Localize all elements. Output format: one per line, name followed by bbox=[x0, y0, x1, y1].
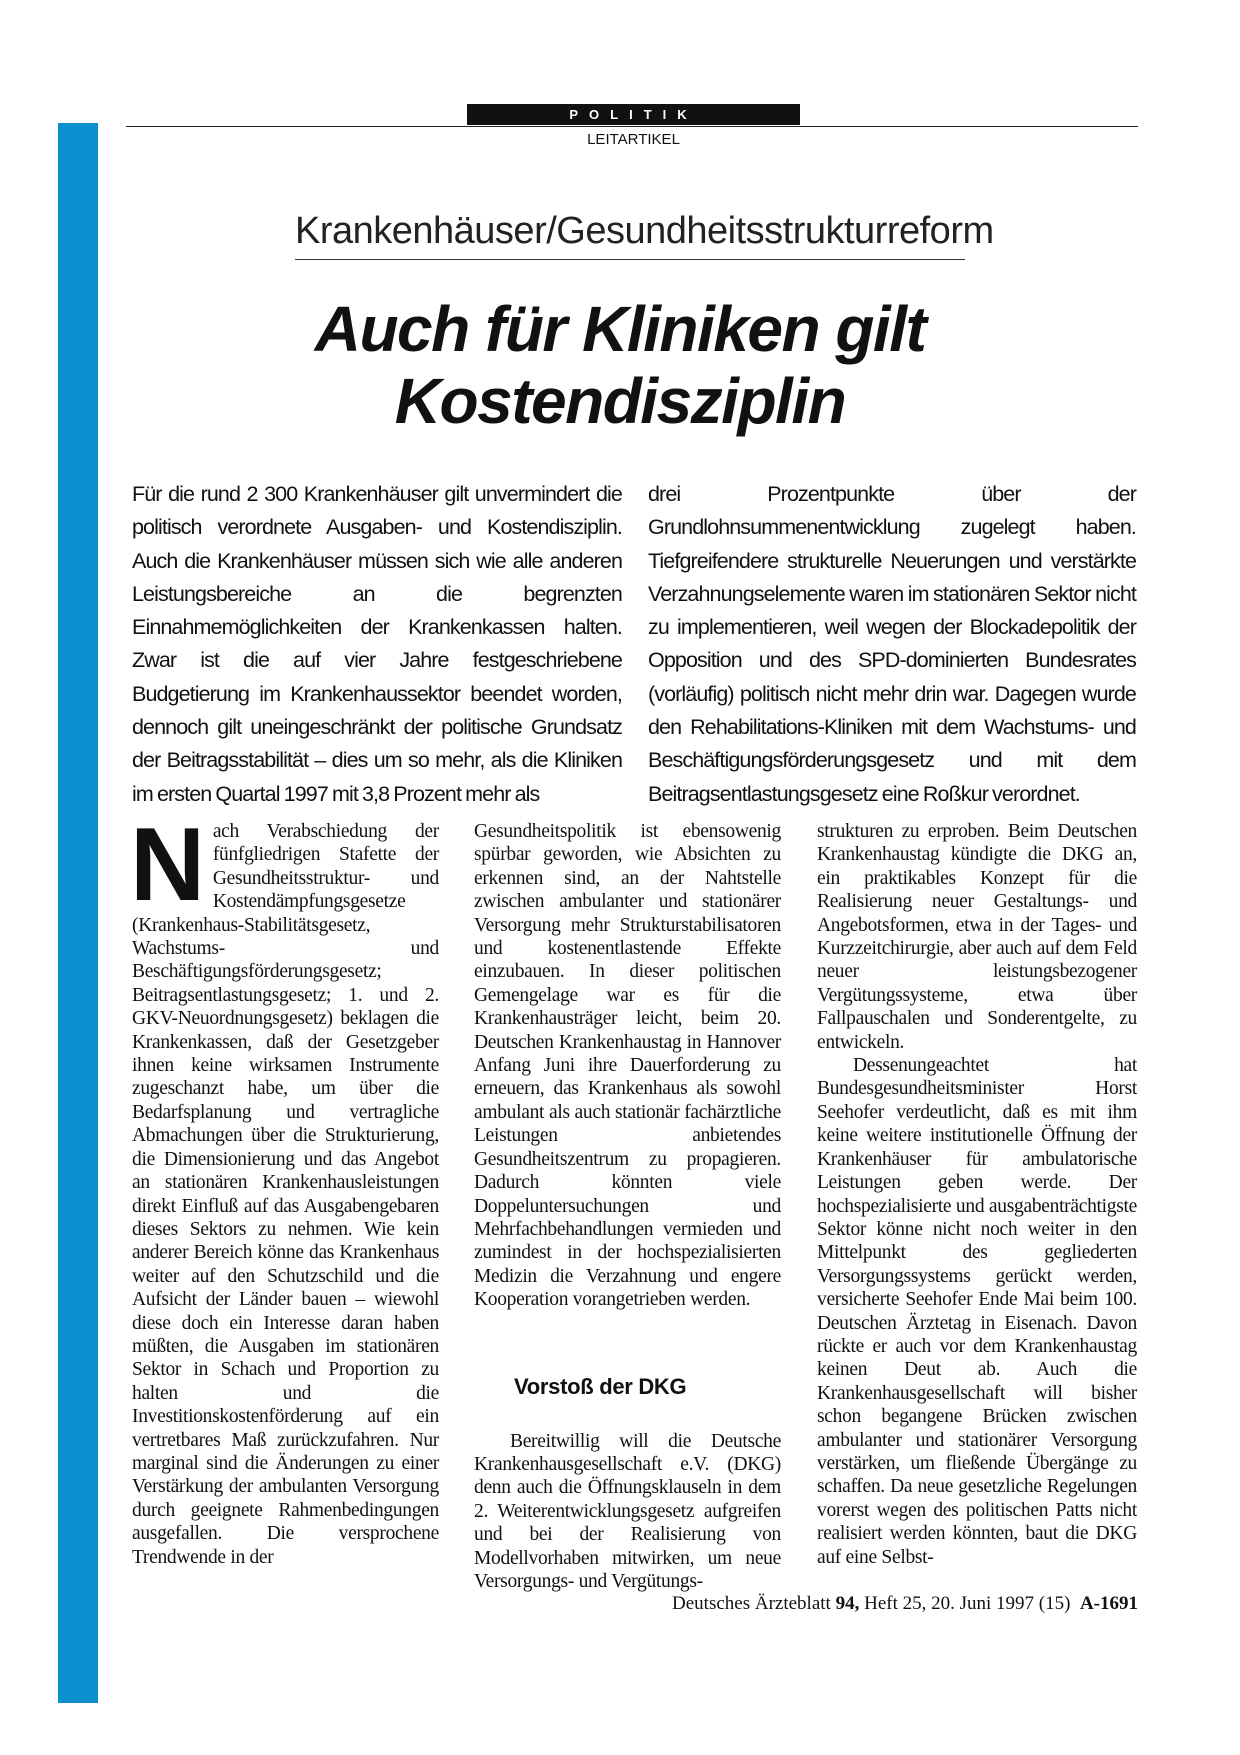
page-number: A-1691 bbox=[1079, 1593, 1138, 1614]
page-footer bbox=[672, 1593, 1138, 1615]
blue-margin-bar bbox=[58, 123, 98, 1703]
article-kicker: Krankenhäuser/Gesundheitsstrukturreform bbox=[295, 210, 965, 260]
section-label: POLITIK bbox=[467, 104, 800, 125]
subheading: Vorstoß der DKG bbox=[514, 1373, 687, 1399]
body-paragraph: strukturen zu erproben. Beim Deutschen Krankenhaustag kündigte die DKG an, ein praktikables Konzept für die Realisierung neuer Gestaltungs- und Angebotsformen, etwa in der Tages- und Kurzzeitchirurgie, aber auch auf dem Feld neuer leistungsbezogener Vergütungssysteme, etwa über Fallpauschalen und Sonderentgelte, zu entwickeln. bbox=[817, 821, 1137, 1053]
subsection-label: LEITARTIKEL bbox=[587, 131, 680, 148]
issue-info: Heft 25, 20. Juni 1997 (15) bbox=[864, 1593, 1071, 1614]
body-column-1 bbox=[130, 807, 439, 1569]
lead-paragraph-1: Für die rund 2 300 Krankenhäuser gilt unvermindert die politisch verordnete Ausgaben- und Kostendisziplin. Auch die Krankenhäuser müssen sich wie alle anderen Leistungsbereiche an die begrenzten Einnahmemöglichkeiten der Krankenkassen halten. Zwar ist die auf vier Jahre festgeschriebene Budgetierung im Krankenhaussektor beendet worden, dennoch gilt uneingeschränkt der politische Grundsatz der Beitragsstabilität – dies um so mehr, als die Kliniken im ersten Quartal 1997 mit 3,8 Prozent mehr als bbox=[132, 482, 622, 806]
body-column-3 bbox=[817, 820, 1137, 1569]
drop-cap: N bbox=[130, 807, 205, 923]
body-column-2 bbox=[474, 820, 781, 1593]
article-headline: Auch für Kliniken gilt Kostendisziplin bbox=[314, 293, 926, 437]
journal-name: Deutsches Ärzteblatt bbox=[672, 1593, 831, 1614]
body-paragraph: Bereitwillig will die Deutsche Krankenhausgesellschaft e.V. (DKG) denn auch die Öffnungsklauseln in dem 2. Weiterentwicklungsgesetz aufgreifen und bei der Realisierung von Modellvorhaben mitwirken, um neue Versorgungs- und Vergütungs- bbox=[474, 1430, 781, 1592]
lead-paragraph-2: drei Prozentpunkte über der Grundlohnsummenentwicklung zugelegt haben. Tiefgreifendere strukturelle Neuerungen und verstärkte Verzahnungselemente waren im stationären Sektor nicht zu implementieren, weil wegen der Blockadepolitik der Opposition und des SPD-dominierten Bundesrates (vorläufig) politisch nicht mehr drin war. Dagegen wurde den Rehabilitations-Kliniken mit dem Wachstums- und Beschäftigungsförderungsgesetz und mit dem Beitragsentlastungsgesetz eine Roßkur verordnet. bbox=[648, 482, 1136, 806]
body-paragraph: Gesundheitspolitik ist ebensowenig spürbar geworden, wie Absichten zu erkennen sind, an der Nahtstelle zwischen ambulanter und stationärer Versorgung mehr Strukturstabilisatoren und kostenentlastende Effekte einzubauen. In dieser politischen Gemengelage war es für die Krankenhausträger leicht, beim 20. Deutschen Krankenhaustag in Hannover Anfang Juni ihre Dauerforderung zu erneuern, das Krankenhaus als sowohl ambulant als auch stationär fachärztliche Leistungen anbietendes Gesundheitszentrum zu propagieren. Dadurch könnten viele Doppeluntersuchungen und Mehrfachbehandlungen vermieden und zumindest in der hochspezialisierten Medizin die Verzahnung und engere Kooperation vorangetrieben werden. bbox=[474, 821, 781, 1311]
volume-number: 94, bbox=[835, 1593, 860, 1614]
body-paragraph: ach Verabschiedung der fünfgliedrigen Stafette der Gesundheitsstruktur- und Kostendämpfungsgesetze (Krankenhaus-Stabilitätsgesetz, Wachstums- und Beschäftigungsförderungsgesetz; Beitragsentlastungsgesetz; 1. und 2. GKV-Neuordnungsgesetz) beklagen die Krankenkassen, daß der Gesetzgeber ihnen keine wirksamen Instrumente zugeschanzt habe, um über die Bedarfsplanung und vertragliche Abmachungen über die Strukturierung, die Dimensionierung und das Angebot an stationären Krankenhausleistungen direkt Einfluß auf das Ausgabengebaren dieses Sektors zu nehmen. Wie kein anderer Bereich könne das Krankenhaus weiter auf den Schutzschild und die Aufsicht der Länder bauen – wiewohl diese doch ein Interesse daran haben müßten, die Ausgaben im stationären Sektor in Schach und Proportion zu halten und die Investitionskostenförderung auf ein vertretbares Maß zurückzufahren. Nur marginal sind die Änderungen zu einer Verstärkung der ambulanten Versorgung durch geeignete Rahmenbedingungen ausgefallen. Die versprochene Trendwende in der bbox=[132, 821, 439, 1568]
header-rule bbox=[126, 126, 1138, 127]
body-paragraph: Dessenungeachtet hat Bundesgesundheitsminister Horst Seehofer verdeutlicht, daß es mit ihm keine weitere institutionelle Öffnung der Krankenhäuser für ambulatorische Leistungen geben werde. Der hochspezialisierte und ausgabenträchtigste Sektor könne nicht noch weiter in den Mittelpunkt des gegliederten Versorgungssystems gerückt werden, versicherte Seehofer Ende Mai beim 100. Deutschen Ärztetag in Eisenach. Davon rückte er auch vor dem Krankenhaustag keinen Deut ab. Auch die Krankenhausgesellschaft will bisher schon begangene Brücken zwischen ambulanter und stationärer Versorgung verstärken, um fließende Übergänge zu schaffen. Da neue gesetzliche Regelungen vorerst wegen des politischen Patts nicht realisiert werden könnten, baut die DKG auf eine Selbst- bbox=[817, 1055, 1137, 1568]
